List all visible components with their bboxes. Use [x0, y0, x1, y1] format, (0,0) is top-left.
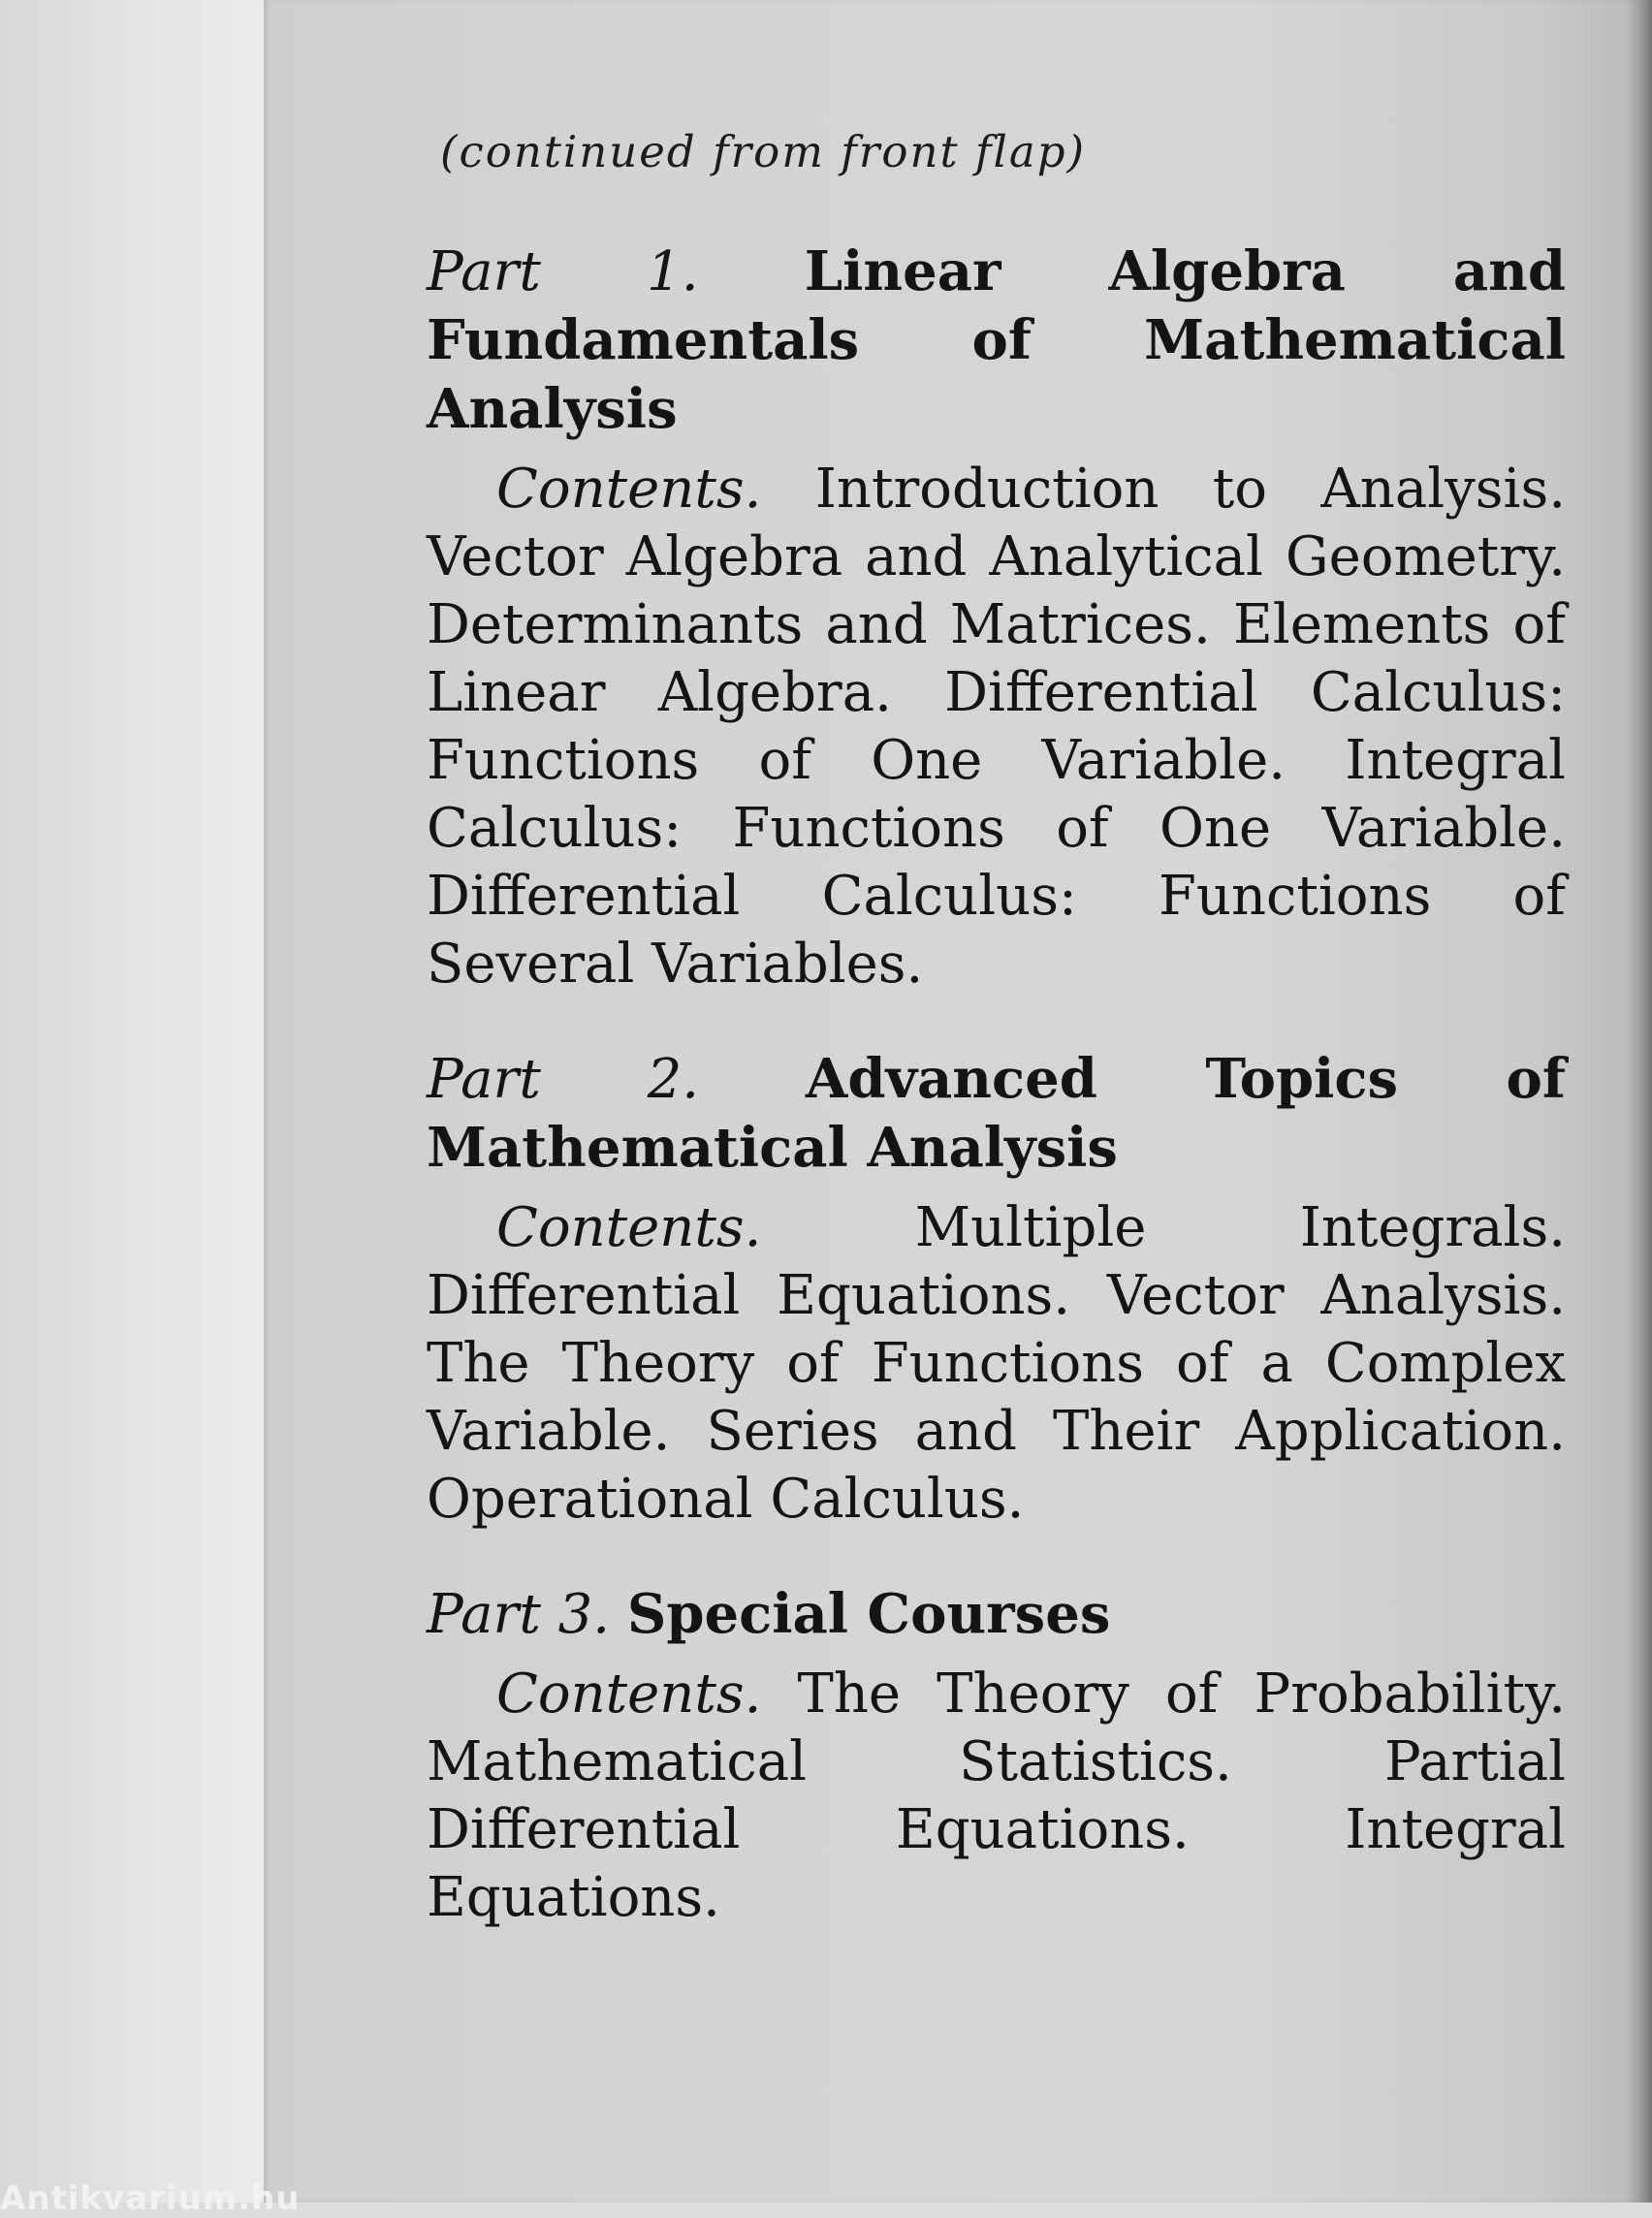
part-3-contents — [427, 1661, 1566, 1932]
part-3-contents-text: The Theory of Probability. Mathematical Statistics. Partial Differential Equations. Integral Equations. — [427, 1663, 1566, 1929]
continued-note: (continued from front flap) — [440, 126, 1087, 177]
part-3-section — [427, 1580, 1566, 1932]
part-1-title: Linear Algebra and Fundamentals of Mathematical Analysis — [427, 239, 1566, 441]
contents-label: Contents. — [496, 1663, 762, 1726]
part-1-number: Part 1. — [427, 240, 699, 303]
part-2-number: Part 2. — [427, 1048, 700, 1111]
part-2-heading — [427, 1045, 1566, 1183]
part-2-section — [427, 1045, 1566, 1534]
part-1-section — [427, 238, 1566, 998]
watermark: Antikvarium.hu — [0, 2179, 301, 2218]
part-2-title: Advanced Topics of Mathematical Analysis — [427, 1047, 1566, 1180]
flap-text-column — [427, 126, 1566, 1979]
background-surface — [0, 0, 264, 2202]
part-2-contents — [427, 1194, 1566, 1534]
contents-label: Contents. — [496, 1196, 762, 1259]
part-1-heading — [427, 238, 1566, 444]
part-3-number: Part 3. — [427, 1583, 611, 1646]
part-3-heading — [427, 1580, 1566, 1649]
page-edge-shadow — [1627, 0, 1652, 2202]
part-1-contents-text: Introduction to Analysis. Vector Algebra and Analytical Geometry. Determinants and Matrices. Elements of Linear Algebra. Differential Calculus: Functions of One Variable. Integral Calculus: Functions of One Variable. Differential Calculus: Functions of Several Variables. — [427, 458, 1566, 996]
part-1-contents — [427, 456, 1566, 998]
contents-label: Contents. — [496, 458, 762, 521]
part-2-contents-text: Multiple Integrals. Differential Equations. Vector Analysis. The Theory of Functions of a Complex Variable. Series and Their Application. Operational Calculus. — [427, 1196, 1566, 1531]
part-3-title: Special Courses — [626, 1582, 1111, 1646]
